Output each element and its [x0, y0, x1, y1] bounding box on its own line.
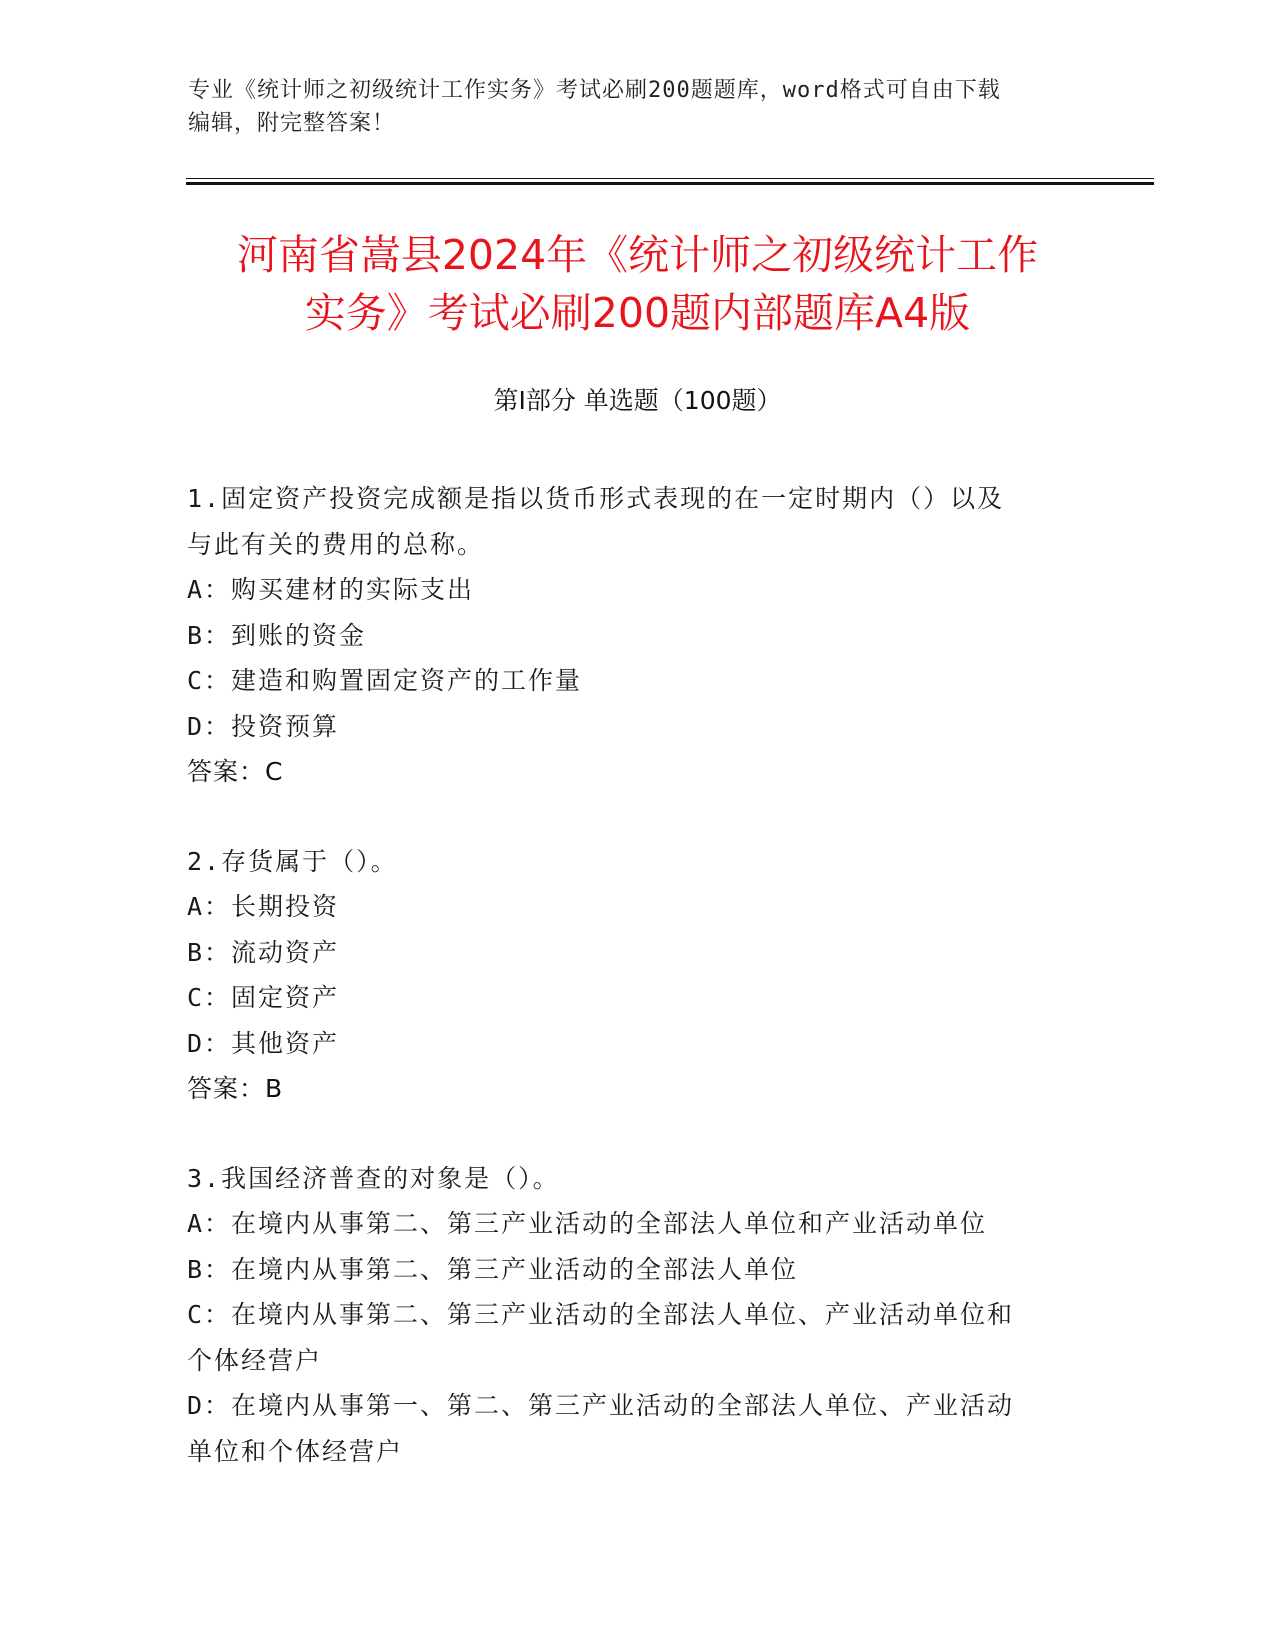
answer-label: 答案：: [187, 757, 266, 786]
header-note-line-1: 专业《统计师之初级统计工作实务》考试必刷200题题库，word格式可自由下载: [188, 78, 1001, 103]
answer-line: [187, 749, 1077, 795]
option-b: B：到账的资金: [187, 620, 367, 650]
document-title-line-1: 河南省嵩县2024年《统计师之初级统计工作: [236, 231, 1039, 279]
option-b: B：流动资产: [187, 937, 340, 967]
header-note-line-2: 编辑，附完整答案！: [188, 111, 396, 136]
question-list: [187, 476, 1077, 1518]
option-c: C：固定资产: [187, 983, 340, 1012]
question-stem: 3.我国经济普查的对象是（）。: [187, 1163, 560, 1193]
answer-label: 答案：: [187, 1074, 266, 1103]
option-d: D：在境内从事第一、第二、第三产业活动的全部法人单位、产业活动: [187, 1391, 1015, 1420]
option-c-continued: 个体经营户: [187, 1345, 323, 1375]
header-divider-thick: [186, 182, 1154, 185]
option-a: A：长期投资: [187, 892, 340, 921]
answer-value: C: [265, 757, 283, 786]
option-d-continued: 单位和个体经营户: [187, 1436, 404, 1466]
answer-line: [187, 1066, 1077, 1112]
question-2: [187, 839, 1077, 1112]
option-b: B：在境内从事第二、第三产业活动的全部法人单位: [187, 1254, 799, 1284]
option-c: C：建造和购置固定资产的工作量: [187, 666, 583, 695]
answer-value: B: [265, 1074, 283, 1103]
document-title-line-2: 实务》考试必刷200题内部题库A4版: [304, 289, 971, 337]
option-d: D：其他资产: [187, 1028, 340, 1058]
option-c: C：在境内从事第二、第三产业活动的全部法人单位、产业活动单位和: [187, 1300, 1015, 1329]
question-3: [187, 1156, 1077, 1475]
header-divider-thin: [186, 178, 1154, 179]
question-stem: 2.存货属于（）。: [187, 846, 398, 876]
header-note: [188, 74, 1088, 140]
section-heading: 第Ⅰ部分 单选题（100题）: [493, 386, 782, 415]
document-title: [150, 226, 1125, 342]
option-d: D：投资预算: [187, 711, 340, 741]
question-1: [187, 476, 1077, 795]
question-stem-continued: 与此有关的费用的总称。: [187, 529, 485, 559]
option-a: A：购买建材的实际支出: [187, 575, 475, 604]
question-stem: 1.固定资产投资完成额是指以货币形式表现的在一定时期内（）以及: [187, 484, 1005, 513]
option-a: A：在境内从事第二、第三产业活动的全部法人单位和产业活动单位: [187, 1209, 988, 1238]
